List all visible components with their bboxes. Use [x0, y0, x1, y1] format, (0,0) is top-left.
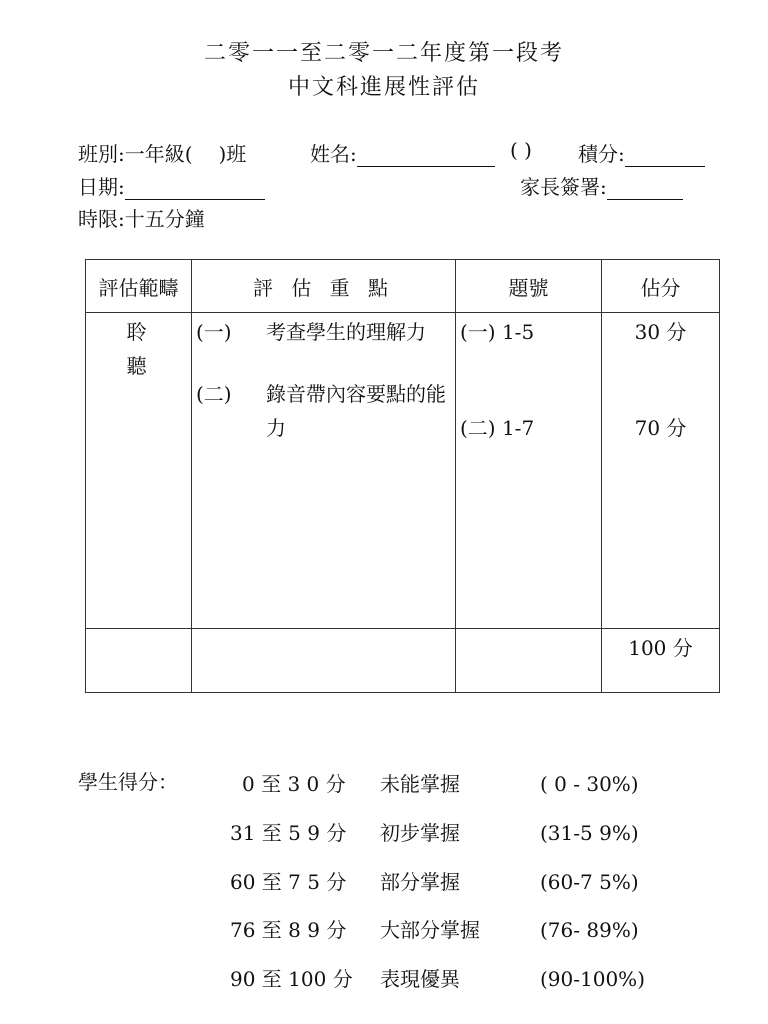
header-score: 佔分 — [602, 260, 720, 313]
grade-range: 60 至 7 5 分 — [230, 870, 347, 894]
focus-item-number: (一) — [196, 320, 232, 344]
grade-row — [230, 963, 645, 992]
grade-percent: (60-7 5%) — [540, 870, 639, 894]
grade-range: 0 至 3 0 分 — [242, 772, 346, 796]
assessment-table — [85, 259, 720, 693]
score-line — [578, 138, 705, 167]
table-row — [86, 313, 720, 629]
grade-row — [230, 768, 639, 797]
focus-item-text: 錄音帶內容要點的能力 — [266, 382, 446, 440]
class-line — [78, 138, 246, 167]
grade-desc: 部分掌握 — [380, 870, 460, 894]
question-range: (二) 1-7 — [460, 416, 535, 440]
score-cell — [602, 313, 720, 629]
table-total-row — [86, 629, 720, 693]
header-category: 評估範疇 — [86, 260, 192, 313]
grade-row — [230, 866, 639, 895]
focus-item — [192, 377, 455, 445]
header-questions: 題號 — [456, 260, 602, 313]
score-field[interactable] — [625, 146, 705, 167]
score-value: 70 分 — [634, 416, 687, 440]
grade-percent: ( 0 - 30%) — [540, 772, 639, 796]
grading-label: 學生得分： — [78, 770, 178, 794]
parent-sign-label: 家長簽署: — [520, 175, 607, 199]
name-field[interactable] — [357, 146, 495, 167]
grade-range: 90 至 100 分 — [230, 967, 353, 991]
name-label: 姓名: — [310, 142, 357, 166]
grade-row — [230, 914, 639, 943]
table-header-row — [86, 260, 720, 313]
name-line — [310, 138, 495, 167]
date-line — [78, 171, 265, 200]
grade-desc: 初步掌握 — [380, 821, 460, 845]
score-value: 30 分 — [634, 320, 687, 344]
class-suffix: )班 — [218, 142, 247, 166]
grade-percent: (90-100%) — [540, 967, 645, 991]
parent-sign-field[interactable] — [607, 179, 683, 200]
exam-title: 二零一一至二零一二年度第一段考 — [203, 41, 564, 66]
category-cell — [86, 313, 192, 629]
header-focus: 評 估 重 點 — [192, 260, 456, 313]
grade-desc: 表現優異 — [380, 967, 460, 991]
class-label: 班別:一年級( — [78, 142, 193, 166]
focus-item — [192, 315, 455, 349]
grade-desc: 大部分掌握 — [380, 918, 480, 942]
date-label: 日期: — [78, 175, 125, 199]
focus-item-text: 考查學生的理解力 — [266, 320, 426, 344]
total-score: 100 分 — [628, 636, 693, 660]
questions-cell — [456, 313, 602, 629]
parent-sign-line — [520, 171, 683, 200]
grade-range: 76 至 8 9 分 — [230, 918, 347, 942]
exam-subtitle: 中文科進展性評估 — [287, 75, 480, 100]
number-paren: ( ) — [510, 138, 532, 162]
grade-row — [230, 817, 639, 846]
grade-range: 31 至 5 9 分 — [230, 821, 347, 845]
focus-item-number: (二) — [196, 382, 232, 406]
category-listening: 聆 聽 — [126, 320, 171, 378]
time-limit: 時限:十五分鐘 — [78, 207, 205, 231]
focus-cell — [192, 313, 456, 629]
question-range: (一) 1-5 — [460, 320, 535, 344]
score-label: 積分: — [578, 142, 625, 166]
grade-desc: 未能掌握 — [380, 772, 460, 796]
grade-percent: (76- 89%) — [540, 918, 639, 942]
grade-percent: (31-5 9%) — [540, 821, 639, 845]
date-field[interactable] — [125, 179, 265, 200]
